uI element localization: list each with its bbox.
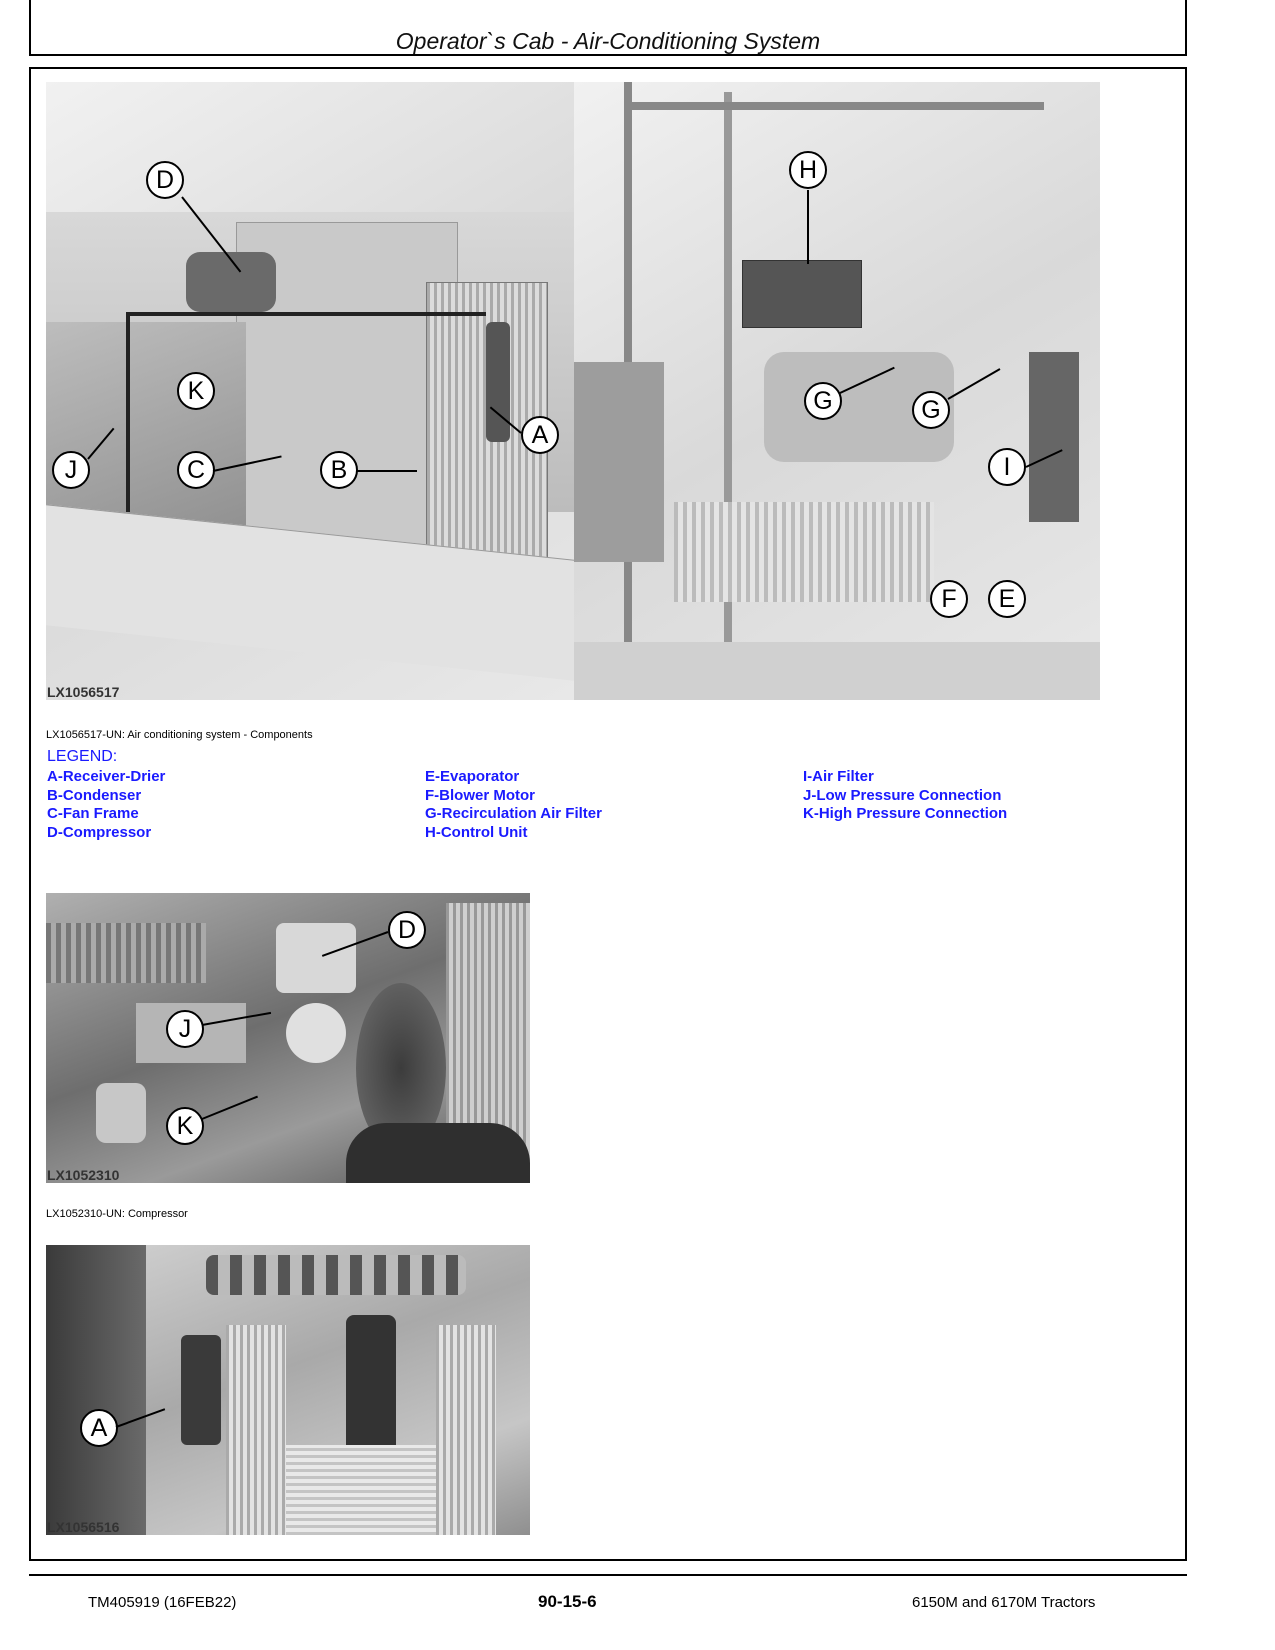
- legend-item: G-Recirculation Air Filter: [425, 805, 602, 822]
- callout-a: A: [521, 416, 559, 454]
- legend-item: E-Evaporator: [425, 768, 520, 785]
- callout-j: J: [166, 1010, 204, 1048]
- footer-product: 6150M and 6170M Tractors: [912, 1594, 1096, 1611]
- callout-c: C: [177, 451, 215, 489]
- legend-title: LEGEND:: [47, 748, 118, 765]
- footer-page-number: 90-15-6: [538, 1592, 597, 1611]
- legend-column-1: [47, 768, 165, 842]
- figure2-caption: LX1052310-UN: Compressor: [46, 1208, 188, 1220]
- footer-doc-id: TM405919 (16FEB22): [88, 1594, 237, 1611]
- legend-item: A-Receiver-Drier: [47, 768, 166, 785]
- figure3-image-id: LX1056516: [47, 1519, 120, 1535]
- legend-item: B-Condenser: [47, 786, 142, 804]
- callout-h: H: [789, 151, 827, 189]
- legend-item: F-Blower Motor: [425, 786, 535, 804]
- callout-i: I: [988, 448, 1026, 486]
- callout-k: K: [177, 372, 215, 410]
- legend-item: I-Air Filter: [803, 768, 874, 785]
- callout-d: D: [146, 161, 184, 199]
- callout-d: D: [388, 911, 426, 949]
- figure1-caption: LX1056517-UN: Air conditioning system - Components: [46, 729, 313, 741]
- leader-line: [807, 190, 809, 264]
- legend-item: J-Low Pressure Connection: [803, 786, 1002, 804]
- footer-rule: [29, 1574, 1187, 1576]
- legend-column-3: [803, 768, 1007, 824]
- legend-item: D-Compressor: [47, 823, 152, 841]
- receiver-drier-photo: [46, 1245, 530, 1535]
- leader-line: [357, 470, 417, 472]
- compressor-photo: [46, 893, 530, 1183]
- callout-b: B: [320, 451, 358, 489]
- figure1-image-id: LX1056517: [47, 684, 120, 700]
- callout-f: F: [930, 580, 968, 618]
- legend-item: H-Control Unit: [425, 823, 528, 841]
- legend-item: C-Fan Frame: [47, 805, 139, 822]
- callout-j: J: [52, 451, 90, 489]
- legend-column-2: [425, 768, 602, 842]
- callout-a: A: [80, 1409, 118, 1447]
- page-header: [29, 0, 1187, 56]
- figure2-image-id: LX1052310: [47, 1167, 120, 1183]
- callout-g: G: [912, 391, 950, 429]
- legend-item: K-High Pressure Connection: [803, 805, 1008, 822]
- callout-e: E: [988, 580, 1026, 618]
- page-title: Operator`s Cab - Air-Conditioning System: [395, 28, 821, 54]
- callout-g: G: [804, 382, 842, 420]
- engine-components-photo: [46, 82, 574, 700]
- callout-k: K: [166, 1107, 204, 1145]
